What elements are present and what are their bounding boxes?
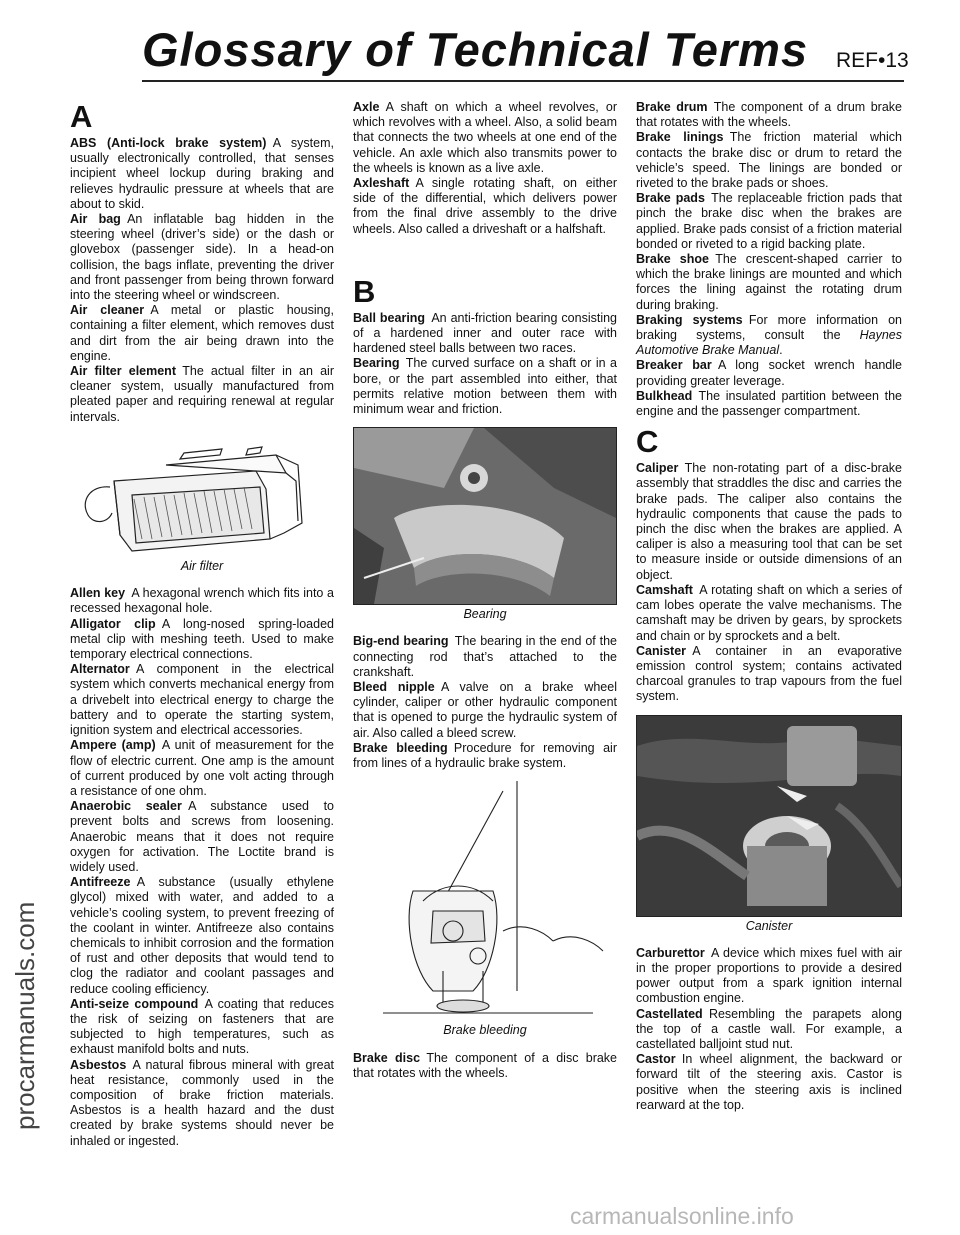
air-filter-illustration [70, 435, 334, 553]
glossary-term: Brake shoe [636, 252, 709, 267]
brake-bleeding-figure [353, 781, 617, 1021]
glossary-entry [70, 662, 334, 738]
glossary-term: ABS (Anti-lock brake system) [70, 136, 267, 150]
glossary-term: Alligator clip [70, 616, 156, 631]
section-letter-c: C [636, 424, 659, 460]
glossary-entry [636, 358, 902, 388]
glossary-entry [353, 1051, 617, 1081]
glossary-definition: The curved surface on a shaft or in a bore, or the part assembled into either, that permits relative motion between them with minimum wear and friction. [353, 356, 617, 417]
entries-a-3 [353, 100, 617, 237]
section-letter-a: A [70, 99, 93, 134]
glossary-term: Carburettor [636, 945, 705, 960]
entries-b-1 [353, 311, 617, 417]
glossary-entry [70, 586, 334, 616]
canister-caption: Canister [745, 918, 793, 933]
glossary-definition: Procedure for removing air from lines of a hydraulic brake system. [353, 740, 617, 771]
entries-b-4 [636, 100, 902, 419]
glossary-definition: A component in the electrical system which converts mechanical energy from a drivebelt into electrical energy to charge the battery and to operate the starting system, ignition system and electrical accessories. [70, 662, 334, 738]
glossary-term: Ampere (amp) [70, 738, 156, 753]
glossary-definition: A coating that reduces the risk of seizing on fasteners that are subjected to high temperatures, such as exhaust manifold bolts and nuts. [70, 996, 334, 1057]
glossary-entry [70, 875, 334, 997]
glossary-definition: The replaceable friction pads that pinch the brake disc when the brakes are applied. Brake pads consist of a friction material bonded or riveted to a rigid backing plate. [636, 191, 902, 251]
bearing-photo [353, 427, 617, 605]
glossary-entry [636, 461, 902, 583]
glossary-entry [353, 356, 617, 417]
glossary-definition: A system, usually electronically controlled, that senses incipient wheel lockup during braking and relieves hydraulic pressure at wheels that are about to skid. [70, 136, 334, 211]
glossary-term: Allen key [70, 586, 126, 601]
glossary-term: Air filter element [70, 364, 176, 379]
glossary-entry [636, 313, 902, 359]
glossary-term: Brake disc [353, 1050, 421, 1065]
glossary-term: Axleshaft [353, 176, 410, 191]
manual-reference: Haynes Automotive Brake Manual [636, 328, 902, 358]
glossary-term: Alternator [70, 662, 130, 677]
glossary-definition: A unit of measurement for the flow of electric current. One amp is the amount of current produced by one volt acting through a resistance of one ohm. [70, 738, 334, 798]
glossary-definition: A long-nosed spring-loaded metal clip with meshing teeth. Used to make temporary electrical connections. [70, 616, 334, 662]
glossary-definition: A shaft on which a wheel revolves, or which revolves with a wheel. Also, a solid beam that connects the two wheels at one end of the vehicle. An axle which also transmits power to the wheels is known as a live axle. [353, 100, 617, 175]
glossary-term: Castellated [636, 1006, 703, 1021]
glossary-term: Canister [636, 643, 687, 658]
glossary-definition: The component of a drum brake that rotates with the wheels. [636, 100, 902, 130]
glossary-entry [636, 389, 902, 419]
glossary-term: Camshaft [636, 582, 693, 597]
glossary-entry [636, 130, 902, 191]
glossary-entry [70, 1058, 334, 1149]
glossary-term: Asbestos [70, 1057, 127, 1072]
glossary-term: Brake linings [636, 130, 724, 145]
glossary-entry [353, 176, 617, 237]
glossary-term: Brake pads [636, 191, 705, 206]
header-rule [142, 80, 904, 82]
glossary-definition: The actual filter in an air cleaner system, usually manufactured from pleated paper and requiring renewal at regular intervals. [70, 364, 334, 424]
glossary-definition: A single rotating shaft, on either side of the differential, which delivers power from the final drive assembly to the drive wheels. Also called a driveshaft or a halfshaft. [353, 176, 617, 236]
section-letter-b: B [353, 273, 376, 309]
glossary-definition: The bearing in the end of the connecting rod that’s attached to the crankshaft. [353, 634, 617, 679]
glossary-term: Bearing [353, 356, 400, 371]
glossary-definition: A rotating shaft on which a series of cam lobes operate the valve mechanisms. The camshaft may be driven by gears, by sprockets and chain or by sprockets and a belt. [636, 582, 902, 643]
glossary-definition: A valve on a brake wheel cylinder, caliper or other hydraulic component that is opened to purge the hydraulic system of air. Also called a bleed screw. [353, 680, 617, 740]
glossary-definition: A device which mixes fuel with air in the proper proportions to provide a desired power output from a spark ignition internal combustion engine. [636, 945, 902, 1006]
air-filter-caption: Air filter [180, 559, 224, 574]
air-filter-figure [70, 435, 334, 557]
glossary-entry [636, 252, 902, 313]
glossary-definition: For more information on braking systems, consult the [636, 312, 902, 343]
canister-figure [636, 715, 902, 917]
bearing-caption: Bearing [463, 607, 507, 622]
glossary-term: Braking systems [636, 312, 743, 327]
glossary-term: Ball bearing [353, 310, 426, 325]
canister-photo [636, 715, 902, 917]
side-watermark: procarmanuals.com [10, 901, 40, 1130]
reference-suffix: . [779, 343, 783, 358]
glossary-term: Axle [353, 100, 380, 114]
page-title: Glossary of Technical Terms [142, 23, 809, 76]
glossary-entry [636, 100, 902, 130]
glossary-term: Anti-seize compound [70, 996, 199, 1011]
glossary-definition: An inflatable bag hidden in the steering wheel (driver’s side) or the dash or glovebox (passenger side). In a head-on collision, the bags inflate, preventing the driver and front passenger from being thrown forward into the steering wheel or windscreen. [70, 212, 334, 303]
entries-b-3 [353, 1051, 617, 1081]
glossary-term: Caliper [636, 461, 679, 476]
glossary-definition: A substance (usually ethylene glycol) mixed with water, and added to a vehicle’s cooling system, to prevent freezing of the coolant in winter. Antifreeze also contains chemicals to inhibit corrosion and the formation of rust and other deposits that would tend to clog the radiator and coolant passages and reduce cooling efficiency. [70, 875, 334, 996]
glossary-entry [70, 303, 334, 364]
glossary-definition: A long socket wrench handle providing greater leverage. [636, 358, 902, 388]
glossary-definition: An anti-friction bearing consisting of a hardened inner and outer race with hardened steel balls between two races. [353, 310, 618, 356]
glossary-entry [636, 1007, 902, 1053]
glossary-definition: A hexagonal wrench which fits into a recessed hexagonal hole. [70, 586, 335, 616]
glossary-entry [636, 946, 902, 1007]
glossary-definition: A metal or plastic housing, containing a filter element, which removes dust and dirt from the air being drawn into the engine. [70, 303, 334, 363]
entries-b-2 [353, 634, 617, 771]
glossary-entry [353, 311, 617, 357]
entries-a-2 [70, 586, 334, 1149]
glossary-term: Anaerobic sealer [70, 799, 182, 814]
column-3 [636, 100, 902, 1113]
glossary-definition: A natural fibrous mineral with great heat resistance, commonly used in the composition of brake friction materials. Asbestos is a health hazard and the dust created by brake systems should never be inhaled or ingested. [70, 1057, 334, 1148]
glossary-definition: The non-rotating part of a disc-brake assembly that straddles the disc and carries the brake pads. The caliper also contains the hydraulic components that cause the pads to pinch the disc when the brakes are applied. A caliper is also a measuring tool that can be set to measure inside or outside dimensions of an object. [636, 461, 902, 582]
brake-bleeding-illustration [353, 781, 617, 1017]
glossary-entry [636, 583, 902, 644]
brake-bleeding-caption: Brake bleeding [443, 1023, 527, 1038]
column-1 [70, 100, 334, 1149]
glossary-term: Breaker bar [636, 358, 712, 373]
glossary-entry [70, 136, 334, 212]
glossary-definition: A container in an evaporative emission control system; contains activated charcoal granules to trap vapours from the fuel system. [636, 643, 902, 704]
glossary-entry [636, 191, 902, 252]
glossary-entry [70, 617, 334, 663]
glossary-definition: Resembling the parapets along the top of a castle wall. For example, a castellated balljoint stud nut. [636, 1006, 902, 1051]
page-reference: REF•13 [836, 49, 909, 72]
glossary-entry [70, 799, 334, 875]
glossary-entry [636, 644, 902, 705]
entries-c-1 [636, 461, 902, 704]
glossary-term: Air bag [70, 212, 121, 227]
glossary-entry [353, 741, 617, 771]
column-2 [353, 100, 617, 1081]
glossary-term: Bulkhead [636, 388, 693, 403]
glossary-definition: The friction material which contacts the brake disc or drum to retard the vehicle’s speed. The linings are bonded or riveted to the brake pads or shoes. [636, 130, 902, 191]
glossary-entry [353, 634, 617, 680]
entries-a-1 [70, 136, 334, 425]
glossary-entry [70, 364, 334, 425]
entries-c-2 [636, 946, 902, 1113]
glossary-definition: The insulated partition between the engine and the passenger compartment. [636, 388, 902, 419]
glossary-term: Air cleaner [70, 303, 145, 318]
glossary-entry [636, 1052, 902, 1113]
glossary-definition: A substance used to prevent bolts and screws from loosening. Anaerobic means that it does not require oxygen for activation. The Loctite brand is widely used. [70, 799, 334, 874]
glossary-definition: The crescent-shaped carrier to which the brake linings are mounted and which forces the lining against the rotating drum during braking. [636, 252, 902, 312]
bearing-figure [353, 427, 617, 605]
glossary-entry [353, 680, 617, 741]
glossary-entry [70, 212, 334, 303]
glossary-entry [70, 738, 334, 799]
glossary-definition: The component of a disc brake that rotates with the wheels. [353, 1050, 618, 1080]
glossary-definition: In wheel alignment, the backward or forward tilt of the steering axis. Castor is positive when the steering axis is inclined rearward at the top. [636, 1052, 902, 1112]
glossary-entry [353, 100, 617, 176]
glossary-term: Antifreeze [70, 875, 131, 890]
glossary-term: Brake bleeding [353, 740, 448, 755]
glossary-term: Big-end bearing [353, 634, 449, 649]
glossary-term: Castor [636, 1052, 676, 1067]
glossary-entry [70, 997, 334, 1058]
glossary-term: Brake drum [636, 100, 708, 114]
footer-watermark: carmanualsonline.info [570, 1203, 794, 1229]
glossary-term: Bleed nipple [353, 680, 435, 695]
